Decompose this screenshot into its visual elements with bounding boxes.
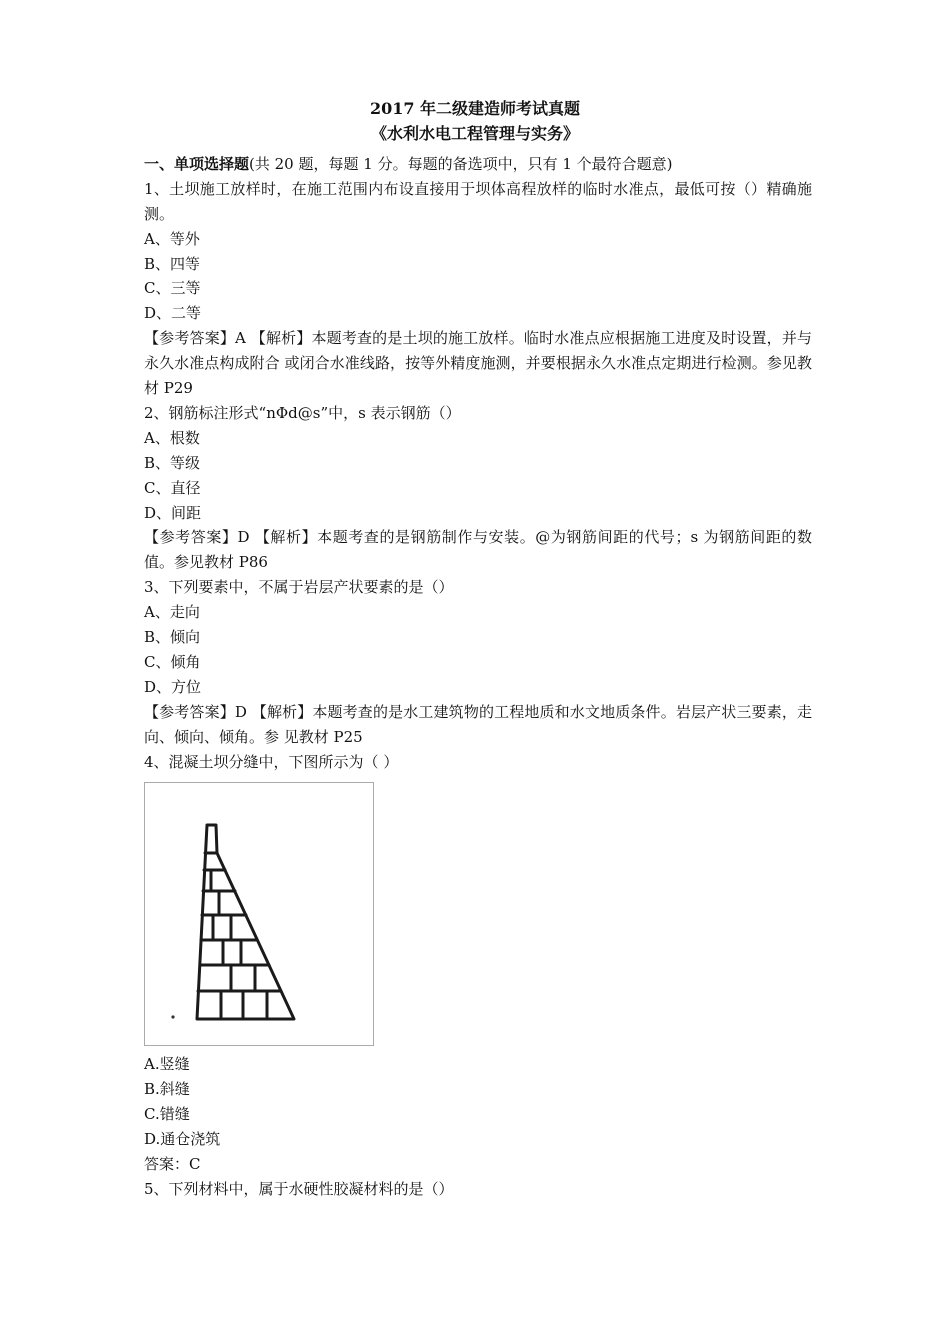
question-2-option-d: D、间距 <box>144 503 202 522</box>
question-2-option-b: B、等级 <box>144 453 201 472</box>
question-2-stem: 2、钢筋标注形式“nΦd@s”中，s 表示钢筋（） <box>144 403 461 422</box>
question-4-option-c: C.错缝 <box>144 1105 190 1124</box>
question-1-option-c: C、三等 <box>144 279 201 298</box>
question-2-option-c: C、直径 <box>144 478 201 497</box>
question-3-option-b: B、倾向 <box>144 628 201 647</box>
question-1-stem: 1、土坝施工放样时，在施工范围内布设直接用于坝体高程放样的临时水准点，最低可按（）精确施测。 <box>144 179 812 223</box>
section-note: (共 20 题，每题 1 分。每题的备选项中，只有 1 个最符合题意) <box>249 155 673 173</box>
question-3-option-c: C、倾角 <box>144 652 201 671</box>
question-3-option-a: A、走向 <box>144 603 200 622</box>
section-heading: 一、单项选择题 <box>144 155 250 173</box>
document-title: 2017 年二级建造师考试真题 <box>369 99 581 118</box>
question-4-option-b: B.斜缝 <box>144 1080 190 1099</box>
question-4-option-d: D.通仓浇筑 <box>144 1130 221 1149</box>
question-3-answer: 【参考答案】D 【解析】本题考查的是水工建筑物的工程地质和水文地质条件。岩层产状三要素，走向、倾向、倾角。参 见教材 P25 <box>144 702 812 746</box>
ground-dot <box>171 1016 174 1019</box>
question-1-answer: 【参考答案】A 【解析】本题考查的是土坝的施工放样。临时水准点应根据施工进度及时设置，并与永久水准点构成附合 或闭合水准线路，按等外精度施测，并要根据永久水准点定期进行检测。参见教材 P29 <box>144 329 812 398</box>
question-3-option-d: D、方位 <box>144 677 202 696</box>
question-1-option-b: B、四等 <box>144 254 201 273</box>
question-3-stem: 3、下列要素中，不属于岩层产状要素的是（） <box>144 578 454 597</box>
question-2-option-a: A、根数 <box>144 428 200 447</box>
dam-joint-figure <box>144 782 374 1046</box>
question-4-option-a: A.竖缝 <box>144 1055 190 1074</box>
document-body <box>144 152 812 1202</box>
question-4-answer: 答案：C <box>144 1154 201 1173</box>
document-subtitle: 《水利水电工程管理与实务》 <box>370 124 579 143</box>
question-4-stem: 4、混凝土坝分缝中，下图所示为（ ） <box>144 752 399 771</box>
question-5-stem: 5、下列材料中，属于水硬性胶凝材料的是（） <box>144 1179 454 1198</box>
question-1-option-a: A、等外 <box>144 229 200 248</box>
dam-joint-diagram <box>145 783 375 1047</box>
question-2-answer: 【参考答案】D 【解析】本题考查的是钢筋制作与安装。@为钢筋间距的代号；s 为钢筋间距的数值。参见教材 P86 <box>144 528 812 572</box>
question-1-option-d: D、二等 <box>144 304 202 323</box>
section-header <box>144 152 812 177</box>
